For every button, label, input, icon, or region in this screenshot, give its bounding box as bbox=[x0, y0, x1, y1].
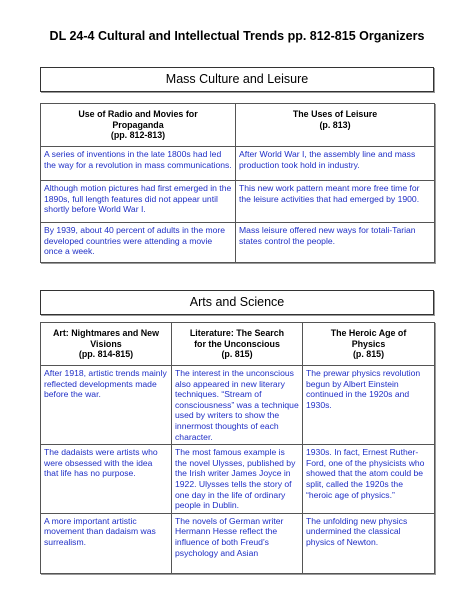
column-header-literature bbox=[172, 323, 303, 366]
table-cell: After World War I, the assembly line and mass production took hold in industry. bbox=[236, 147, 435, 181]
header-line: Propaganda bbox=[112, 119, 164, 130]
column-header-radio-movies bbox=[41, 104, 236, 147]
header-line: (p. 813) bbox=[319, 119, 351, 130]
table-cell: By 1939, about 40 percent of adults in the more developed countries were attending a movie once a week. bbox=[41, 223, 236, 263]
table-header-row bbox=[41, 323, 435, 366]
table-cell: Mass leisure offered new ways for totali-Tarian states control the people. bbox=[236, 223, 435, 263]
header-line: Art: Nightmares and New bbox=[52, 328, 160, 338]
column-header-leisure bbox=[236, 104, 435, 147]
header-line: The Heroic Age of bbox=[330, 328, 407, 338]
table-cell: After 1918, artistic trends mainly reflected developments made before the war. bbox=[41, 366, 172, 445]
arts-science-banner: Arts and Science bbox=[40, 290, 434, 315]
header-line: Physics bbox=[351, 338, 386, 349]
table-cell: The most famous example is the novel Ulysses, published by the Irish writer James Joyce in 1922. Ulysses tells the story of one day in the life of ordinary people in Dublin. bbox=[172, 445, 303, 514]
header-line: Visions bbox=[90, 338, 122, 349]
header-line: (p. 815) bbox=[221, 349, 253, 360]
table-cell: A more important artistic movement than dadaism was surrealism. bbox=[41, 513, 172, 573]
arts-science-table bbox=[40, 322, 435, 574]
table-cell: Although motion pictures had first emerged in the 1890s, full length features did not appear until shortly before World War I. bbox=[41, 181, 236, 223]
table-row bbox=[41, 366, 435, 445]
table-row bbox=[41, 445, 435, 514]
table-row bbox=[41, 147, 435, 181]
header-line: (pp. 812-813) bbox=[110, 130, 166, 141]
table-cell: The novels of German writer Hermann Hesse reflect the influence of both Freud’s psychology and Asian bbox=[172, 513, 303, 573]
table-cell: 1930s. In fact, Ernest Ruther-Ford, one of the physicists who showed that the atom could be split, called the 1920s the “heroic age of physics.” bbox=[303, 445, 435, 514]
table-row bbox=[41, 181, 435, 223]
header-line: Literature: The Search bbox=[189, 328, 285, 338]
header-line: The Uses of Leisure bbox=[292, 109, 378, 119]
header-line: for the Unconscious bbox=[194, 338, 280, 349]
header-line: Use of Radio and Movies for bbox=[78, 109, 198, 119]
table-row bbox=[41, 513, 435, 573]
header-line: (pp. 814-815) bbox=[78, 349, 134, 360]
column-header-art bbox=[41, 323, 172, 366]
table-cell: The interest in the unconscious also appeared in new literary techniques. “Stream of consciousness” was a technique used by writers to show the innermost thoughts of each character. bbox=[172, 366, 303, 445]
table-header-row bbox=[41, 104, 435, 147]
table-cell: The dadaists were artists who were obsessed with the idea that life has no purpose. bbox=[41, 445, 172, 514]
column-header-physics bbox=[303, 323, 435, 366]
table-cell: The prewar physics revolution begun by Albert Einstein continued in the 1920s and 1930s. bbox=[303, 366, 435, 445]
document-title: DL 24-4 Cultural and Intellectual Trends pp. 812-815 Organizers bbox=[49, 29, 425, 43]
table-cell: The unfolding new physics undermined the classical physics of Newton. bbox=[303, 513, 435, 573]
table-row bbox=[41, 223, 435, 263]
mass-culture-table bbox=[40, 103, 435, 263]
mass-culture-banner: Mass Culture and Leisure bbox=[40, 67, 434, 92]
header-line: (p. 815) bbox=[352, 349, 385, 360]
table-cell: A series of inventions in the late 1800s had led the way for a revolution in mass communications. bbox=[41, 147, 236, 181]
table-cell: This new work pattern meant more free time for the leisure activities that had emerged by 1900. bbox=[236, 181, 435, 223]
